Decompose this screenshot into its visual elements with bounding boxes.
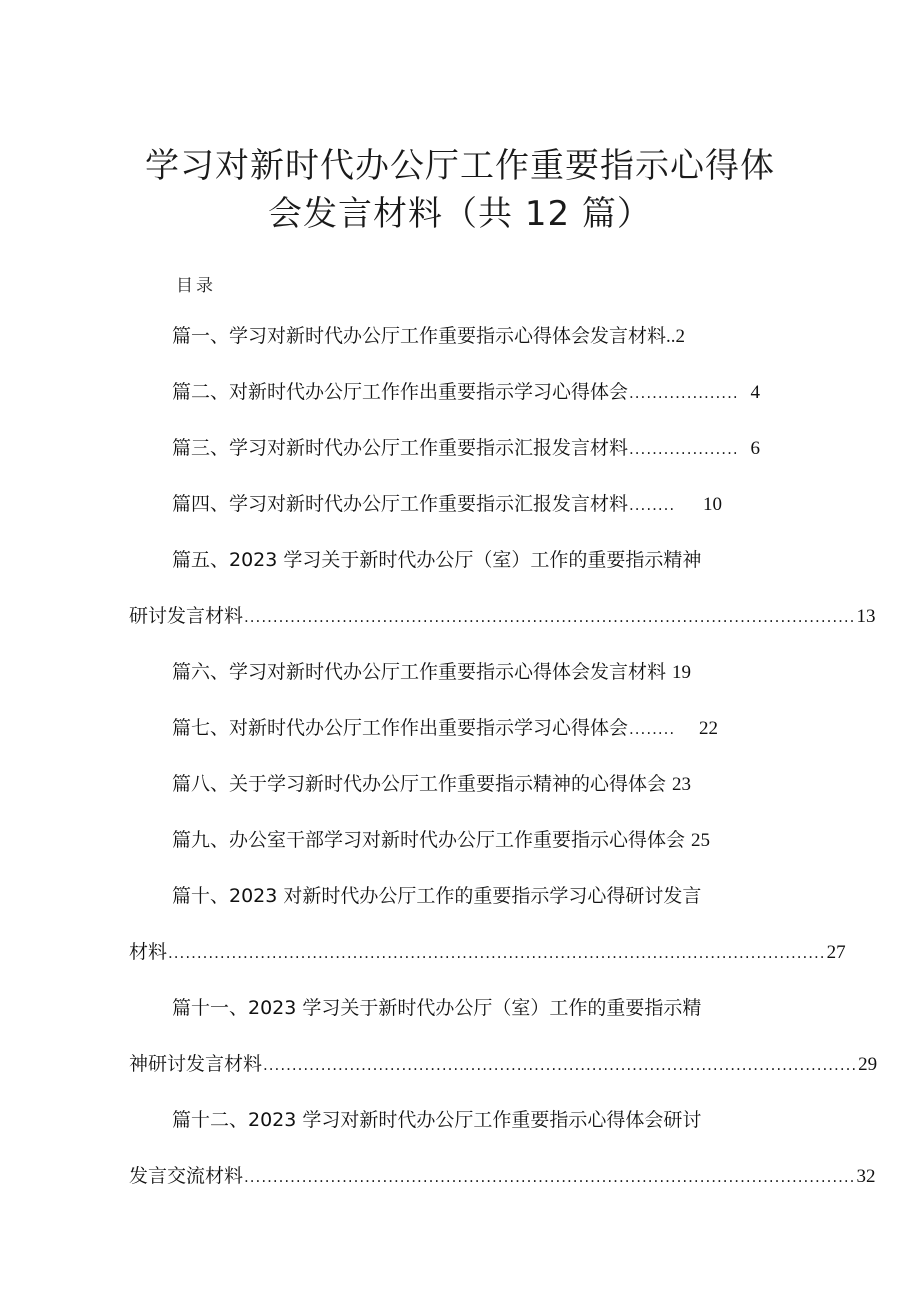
toc-entry-3[interactable] — [172, 434, 760, 462]
toc-entry-page: 23 — [672, 774, 692, 795]
toc-entry-page: 4 — [750, 382, 760, 403]
toc-entry-title: 篇四、学习对新时代办公厅工作重要指示汇报发言材料 — [172, 493, 629, 515]
toc-entry-10[interactable] — [172, 882, 701, 910]
toc-entry-title: 篇一、学习对新时代办公厅工作重要指示心得体会发言材料 — [172, 325, 667, 347]
document-title-line-1: 学习对新时代办公厅工作重要指示心得体 — [145, 146, 775, 186]
toc-entry-2[interactable] — [172, 378, 760, 406]
toc-entry-page: 32 — [856, 1166, 876, 1187]
toc-entry-title: 篇五、2023 学习关于新时代办公厅（室）工作的重要指示精神 — [172, 549, 702, 571]
toc-entry-5[interactable] — [172, 546, 701, 574]
toc-entry-page: 13 — [856, 606, 876, 627]
toc-entry-title: 篇九、办公室干部学习对新时代办公厅工作重要指示心得体会 — [172, 829, 686, 851]
toc-entry-title: 篇六、学习对新时代办公厅工作重要指示心得体会发言材料 — [172, 661, 667, 683]
toc-heading: 目录 — [176, 276, 216, 296]
toc-entry-title: 篇十二、2023 学习对新时代办公厅工作重要指示心得体会研讨 — [172, 1109, 702, 1131]
toc-entry-page: 22 — [699, 718, 718, 739]
toc-entry-8[interactable] — [172, 770, 691, 798]
toc-entry-leader: ................... — [629, 384, 739, 402]
toc-entry-leader: ........ — [629, 720, 676, 738]
toc-entry-page: 10 — [703, 494, 722, 515]
toc-entry-11-continued[interactable] — [129, 1050, 878, 1078]
toc-entry-4[interactable] — [172, 490, 722, 518]
toc-entry-12-continued[interactable] — [129, 1162, 876, 1190]
toc-entry-9[interactable] — [172, 826, 710, 854]
toc-entry-6[interactable] — [172, 658, 691, 686]
toc-entry-10-continued[interactable] — [129, 938, 846, 966]
toc-entry-11[interactable] — [172, 994, 701, 1022]
toc-entry-page: 19 — [672, 662, 692, 683]
toc-entry-page: 27 — [826, 942, 846, 963]
toc-entry-12[interactable] — [172, 1106, 701, 1134]
toc-entry-title: 篇七、对新时代办公厅工作作出重要指示学习心得体会 — [172, 717, 629, 739]
toc-entry-leader: .. — [666, 326, 676, 347]
toc-entry-title: 篇八、关于学习新时代办公厅工作重要指示精神的心得体会 — [172, 773, 667, 795]
toc-entry-page: 29 — [858, 1054, 878, 1075]
toc-entry-title: 篇二、对新时代办公厅工作作出重要指示学习心得体会 — [172, 381, 629, 403]
toc-entry-leader: ....................................................................................................... — [263, 1056, 858, 1074]
toc-entry-leader: .......................................................................................................... — [244, 608, 856, 626]
toc-entry-title-continued: 材料 — [129, 941, 168, 963]
toc-entry-title-continued: 神研讨发言材料 — [129, 1053, 263, 1075]
toc-entry-leader: ................... — [629, 440, 739, 458]
toc-entry-1[interactable] — [172, 322, 712, 350]
toc-entry-leader: .......................................................................................................... — [244, 1168, 856, 1186]
toc-entry-title-continued: 发言交流材料 — [129, 1165, 244, 1187]
toc-entry-leader: ........ — [629, 496, 676, 514]
document-title-line-2: 会发言材料（共 12 篇） — [268, 194, 652, 234]
toc-entry-7[interactable] — [172, 714, 718, 742]
toc-entry-5-continued[interactable] — [129, 602, 876, 630]
toc-entry-title: 篇十一、2023 学习关于新时代办公厅（室）工作的重要指示精 — [172, 997, 702, 1019]
toc-entry-title: 篇三、学习对新时代办公厅工作重要指示汇报发言材料 — [172, 437, 629, 459]
toc-entry-page: 25 — [691, 830, 711, 851]
toc-entry-page: 6 — [750, 438, 760, 459]
toc-entry-leader: .................................................................................................................. — [168, 944, 826, 962]
toc-entry-title: 篇十、2023 对新时代办公厅工作的重要指示学习心得研讨发言 — [172, 885, 702, 907]
toc-entry-title-continued: 研讨发言材料 — [129, 605, 244, 627]
toc-entry-page: 2 — [675, 326, 686, 347]
